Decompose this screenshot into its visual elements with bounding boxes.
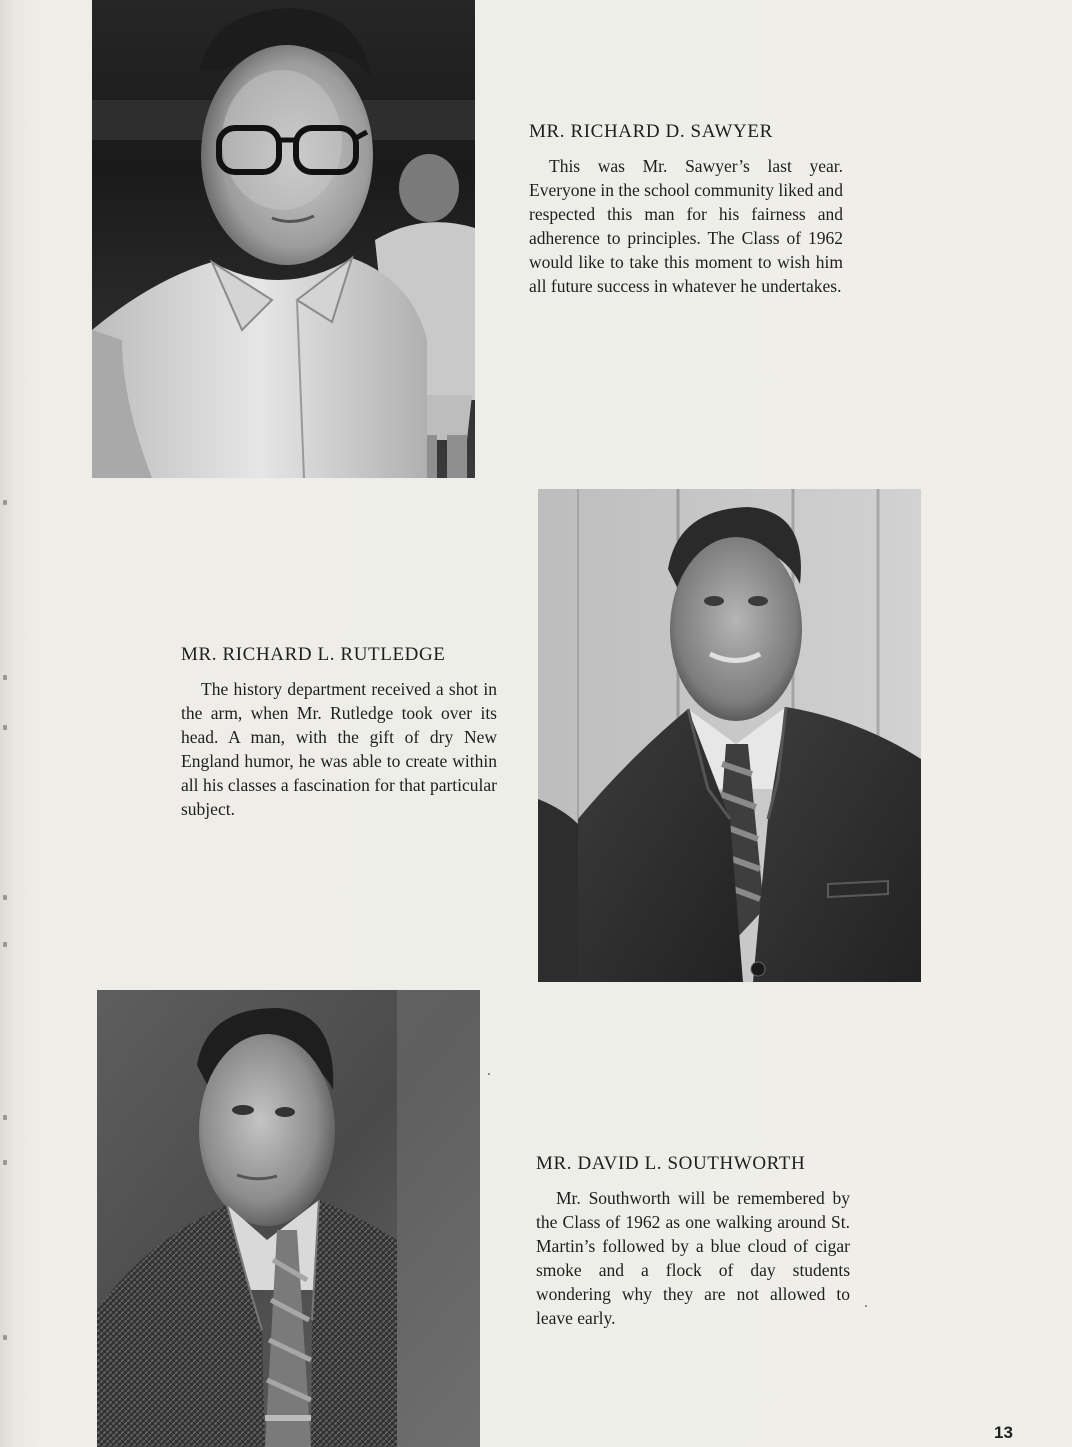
binding-mark	[3, 1160, 7, 1165]
binding-mark	[3, 1115, 7, 1120]
bio-text-rutledge: The history department received a shot in the arm, when Mr. Rutledge took over its head. A man, with the gift of dry New England humor, he was able to create within all his classes a fascination for that particular subject.	[181, 679, 497, 819]
page-number: 13	[994, 1423, 1013, 1442]
bio-sawyer	[529, 120, 843, 298]
bio-text-sawyer: This was Mr. Sawyer’s last year. Everyone in the school community liked and respected this man for his fairness and adherence to principles. The Class of 1962 would like to take this moment to wish him all future success in whatever he undertakes.	[529, 156, 843, 296]
bio-rutledge	[181, 643, 497, 821]
binding-mark	[3, 500, 7, 505]
bio-text-southworth: Mr. Southworth will be remembered by the Class of 1962 as one walking around St. Martin’s followed by a blue cloud of cigar smoke and a flock of day students wondering why they are not allowed to leave early.	[536, 1188, 850, 1328]
portrait-photo-rutledge	[538, 489, 921, 982]
binding-mark	[3, 942, 7, 947]
bio-name-rutledge: MR. RICHARD L. RUTLEDGE	[181, 644, 446, 665]
portrait-photo-southworth	[97, 990, 480, 1447]
binding-mark	[3, 1335, 7, 1340]
binding-mark	[3, 675, 7, 680]
bio-name-southworth: MR. DAVID L. SOUTHWORTH	[536, 1153, 806, 1174]
paper-speck	[865, 1305, 867, 1307]
paper-speck	[488, 1073, 490, 1075]
binding-mark	[3, 725, 7, 730]
portrait-photo-sawyer	[92, 0, 475, 478]
bio-name-sawyer: MR. RICHARD D. SAWYER	[529, 121, 773, 142]
binding-mark	[3, 895, 7, 900]
bio-southworth	[536, 1152, 850, 1330]
